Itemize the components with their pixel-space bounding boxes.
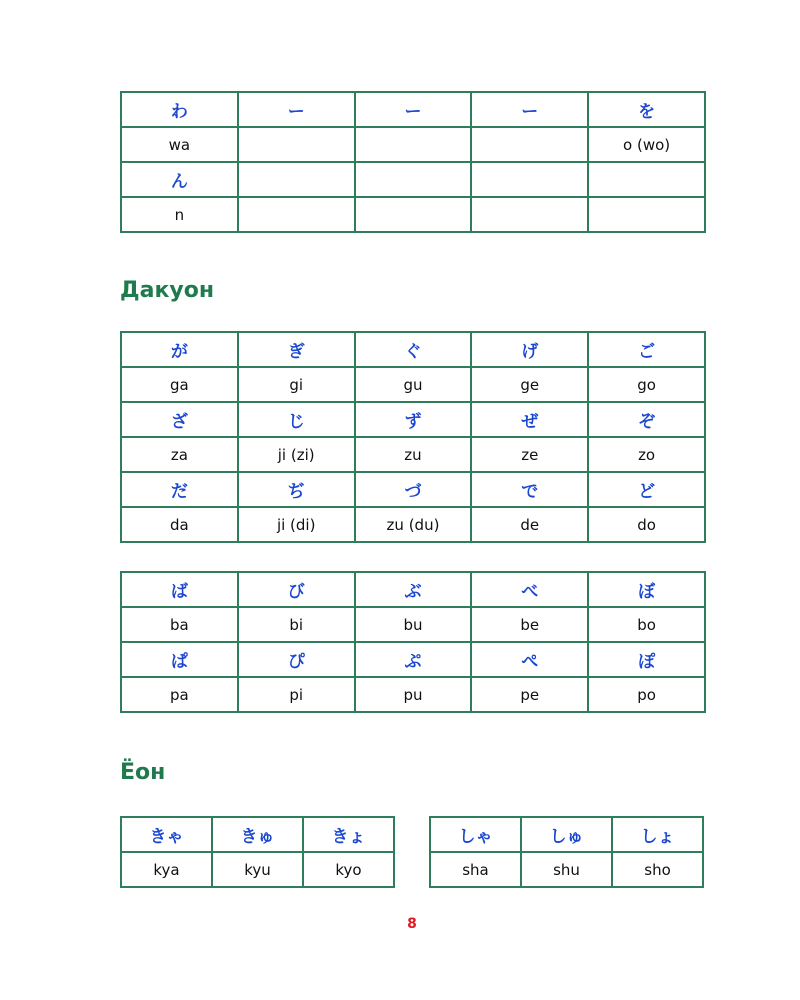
romaji-cell: zu [355,437,472,472]
kana-row [121,402,705,437]
romaji-cell: ba [121,607,238,642]
romaji-cell: ze [471,437,588,472]
kana-cell: ぞ [588,402,705,437]
kana-cell: ぼ [588,572,705,607]
kana-cell: わ [121,92,238,127]
kana-cell: ど [588,472,705,507]
romaji-cell [471,127,588,162]
kana-cell: ぺ [471,642,588,677]
kana-cell: じ [238,402,355,437]
dakuon-table-b-p [120,571,706,713]
kana-cell [471,162,588,197]
kana-cell: づ [355,472,472,507]
kana-cell: ぎ [238,332,355,367]
kana-cell: きょ [303,817,394,852]
romaji-cell: kyu [212,852,303,887]
kana-cell: しゅ [521,817,612,852]
romaji-cell: za [121,437,238,472]
kana-cell: ぱ [121,642,238,677]
romaji-cell: do [588,507,705,542]
kana-cell: ぶ [355,572,472,607]
romaji-cell: bu [355,607,472,642]
kana-cell: が [121,332,238,367]
kana-cell [238,162,355,197]
kana-cell [588,162,705,197]
kana-row [121,572,705,607]
kana-cell: ん [121,162,238,197]
kana-cell: ー [471,92,588,127]
romaji-cell: zo [588,437,705,472]
wa-n-table [120,91,706,233]
kana-cell: ぐ [355,332,472,367]
romaji-cell: da [121,507,238,542]
romaji-cell [355,127,472,162]
kana-row [430,817,703,852]
romaji-row [121,437,705,472]
page-number: 8 [407,916,417,932]
romaji-row [121,197,705,232]
kana-cell: ぜ [471,402,588,437]
romaji-cell: pu [355,677,472,712]
romaji-cell: pe [471,677,588,712]
kana-cell: ぢ [238,472,355,507]
kana-row [121,817,394,852]
kana-cell: を [588,92,705,127]
romaji-cell: kyo [303,852,394,887]
kana-cell: ぷ [355,642,472,677]
romaji-cell: pa [121,677,238,712]
romaji-cell: bi [238,607,355,642]
romaji-cell: zu (du) [355,507,472,542]
kana-cell: きゃ [121,817,212,852]
romaji-cell: shu [521,852,612,887]
romaji-cell: ji (zi) [238,437,355,472]
romaji-cell [238,197,355,232]
kana-cell: ぴ [238,642,355,677]
romaji-cell [355,197,472,232]
kana-cell: ー [355,92,472,127]
kana-cell: で [471,472,588,507]
kana-cell: しゃ [430,817,521,852]
romaji-cell: ga [121,367,238,402]
romaji-row [430,852,703,887]
romaji-cell: de [471,507,588,542]
romaji-cell: be [471,607,588,642]
romaji-cell: go [588,367,705,402]
kana-cell: ぽ [588,642,705,677]
romaji-cell: ge [471,367,588,402]
romaji-cell [238,127,355,162]
romaji-row [121,127,705,162]
romaji-cell: ji (di) [238,507,355,542]
kana-cell: べ [471,572,588,607]
romaji-row [121,507,705,542]
romaji-cell: n [121,197,238,232]
kana-cell: ず [355,402,472,437]
dakuon-table-g-z-d [120,331,706,543]
romaji-cell: gu [355,367,472,402]
kana-cell: げ [471,332,588,367]
romaji-cell [588,197,705,232]
kana-row [121,162,705,197]
kana-cell: び [238,572,355,607]
romaji-cell: kya [121,852,212,887]
yoon-table-sh [429,816,704,888]
kana-cell: ざ [121,402,238,437]
romaji-row [121,852,394,887]
romaji-cell: pi [238,677,355,712]
yoon-table-ky [120,816,395,888]
kana-cell: だ [121,472,238,507]
kana-cell: しょ [612,817,703,852]
kana-cell: ご [588,332,705,367]
kana-row [121,332,705,367]
romaji-cell: o (wo) [588,127,705,162]
romaji-cell: po [588,677,705,712]
kana-cell: ー [238,92,355,127]
kana-row [121,472,705,507]
romaji-cell: wa [121,127,238,162]
romaji-row [121,607,705,642]
romaji-cell: gi [238,367,355,402]
kana-row [121,642,705,677]
romaji-cell: sho [612,852,703,887]
kana-cell [355,162,472,197]
romaji-cell [471,197,588,232]
romaji-cell: bo [588,607,705,642]
romaji-cell: sha [430,852,521,887]
romaji-row [121,677,705,712]
kana-row [121,92,705,127]
dakuon-heading: Дакуон [120,278,215,303]
kana-cell: ば [121,572,238,607]
yoon-heading: Ёон [120,760,166,785]
romaji-row [121,367,705,402]
kana-cell: きゅ [212,817,303,852]
